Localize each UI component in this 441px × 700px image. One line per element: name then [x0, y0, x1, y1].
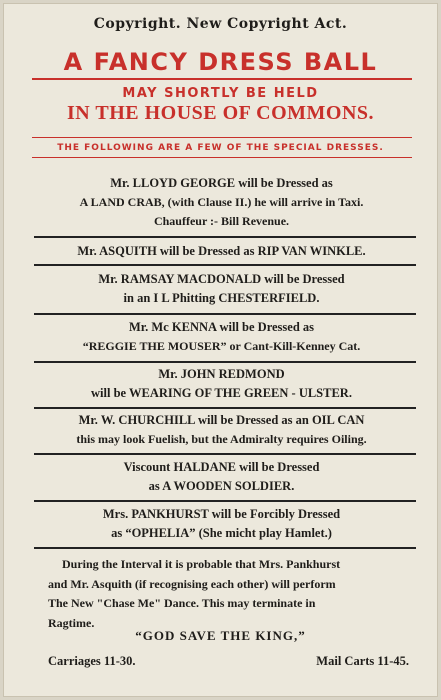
entry-haldane [14, 458, 429, 496]
copyright-notice: Copyright. New Copyright Act. [93, 16, 348, 32]
entry-line: “REGGIE THE MOUSER” or Cant-Kill-Kenney Cat. [82, 339, 361, 353]
god-save-the-king: “GOD SAVE THE KING,” [135, 628, 306, 643]
interval-line: The New "Chase Me" Dance. This may terminate in [48, 596, 316, 610]
entry-macdonald [14, 270, 429, 308]
entry-line: Chauffeur :- Bill Revenue. [153, 214, 290, 228]
entry-line: Mr. ASQUITH will be Dressed as RIP VAN WINKLE. [77, 244, 366, 258]
divider [34, 264, 416, 266]
divider [34, 361, 416, 363]
divider [34, 453, 416, 455]
entry-line: Mrs. PANKHURST will be Forcibly Dressed [102, 507, 341, 521]
entry-line: Mr. RAMSAY MACDONALD will be Dressed [98, 272, 345, 286]
entry-line: Mr. W. CHURCHILL will be Dressed as an OIL CAN [78, 413, 365, 427]
poster-title: A FANCY DRESS BALL [63, 48, 378, 76]
following-rule-bottom [32, 157, 412, 158]
following-rule-top [32, 137, 412, 138]
entry-lloyd-george [14, 174, 429, 231]
entry-redmond [14, 365, 429, 403]
entry-mckenna [14, 318, 429, 356]
entry-line: Mr. Mc KENNA will be Dressed as [128, 320, 315, 334]
entry-line: A LAND CRAB, (with Clause II.) he will arrive in Taxi. [79, 195, 364, 209]
interval-paragraph [48, 555, 408, 633]
divider [34, 236, 416, 238]
divider [34, 547, 416, 549]
entry-line: Mr. LLOYD GEORGE will be Dressed as [110, 176, 333, 190]
following-heading: THE FOLLOWING ARE A FEW OF THE SPECIAL DRESSES. [57, 143, 384, 153]
divider [34, 500, 416, 502]
entry-pankhurst [14, 505, 429, 543]
divider [34, 407, 416, 409]
mail-carts-time: Mail Carts 11-45. [316, 654, 409, 668]
entry-line: as “OPHELIA” (She micht play Hamlet.) [111, 526, 332, 540]
entry-line: this may look Fuelish, but the Admiralty requires Oiling. [76, 432, 367, 446]
entry-line: as A WOODEN SOLDIER. [148, 479, 295, 493]
entry-line: in an I L Phitting CHESTERFIELD. [123, 291, 320, 305]
entry-line: Mr. JOHN REDMOND [158, 367, 285, 381]
divider [34, 313, 416, 315]
entry-asquith [14, 242, 429, 261]
entry-line: will be WEARING OF THE GREEN - ULSTER. [91, 386, 352, 400]
interval-line: During the Interval it is probable that Mrs. Pankhurst [62, 557, 341, 571]
interval-line: Ragtime. [48, 615, 95, 630]
entry-churchill [14, 411, 429, 449]
carriages-time: Carriages 11-30. [48, 654, 136, 668]
subtitle-held: MAY SHORTLY BE HELD [122, 86, 319, 101]
interval-line: and Mr. Asquith (if recognising each other) will perform [48, 576, 336, 591]
entry-line: Viscount HALDANE will be Dressed [123, 460, 320, 474]
poster-card [3, 3, 438, 697]
title-rule [32, 78, 412, 80]
subtitle-commons: IN THE HOUSE OF COMMONS. [66, 102, 375, 124]
